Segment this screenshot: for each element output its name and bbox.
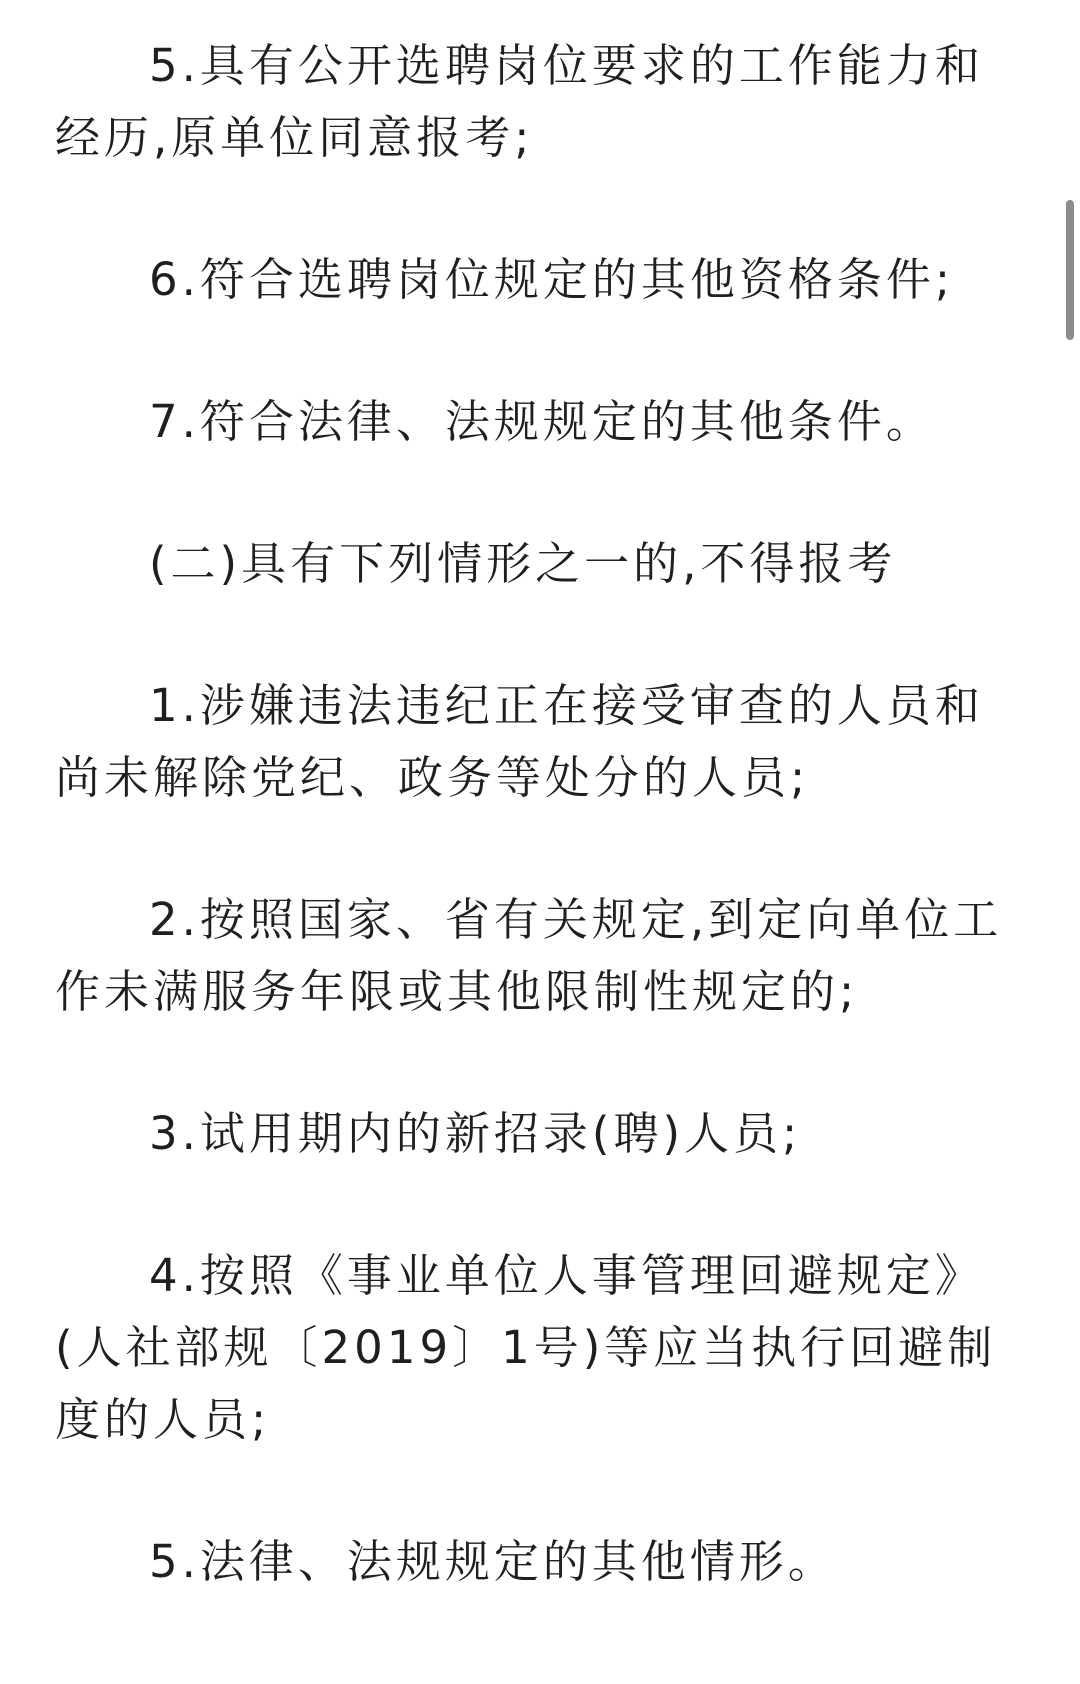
paragraph-disqualification-4: 4.按照《事业单位人事管理回避规定》(人社部规〔2019〕1号)等应当执行回避制度的人员;: [55, 1249, 997, 1446]
article-body: [55, 30, 1030, 1668]
paragraph-disqualification-2: 2.按照国家、省有关规定,到定向单位工作未满服务年限或其他限制性规定的;: [55, 893, 1003, 1018]
section-heading-disqualifications: (二)具有下列情形之一的,不得报考: [149, 537, 897, 590]
paragraph-disqualification-5: 5.法律、法规规定的其他情形。: [149, 1535, 837, 1588]
paragraph-disqualification-1: 1.涉嫌违法违纪正在接受审查的人员和尚未解除党纪、政务等处分的人员;: [55, 679, 984, 804]
paragraph-disqualification-3: 3.试用期内的新招录(聘)人员;: [149, 1107, 802, 1160]
vertical-scrollbar[interactable]: [1066, 200, 1074, 340]
paragraph-requirement-6: 6.符合选聘岗位规定的其他资格条件;: [149, 253, 955, 306]
paragraph-requirement-5: 5.具有公开选聘岗位要求的工作能力和经历,原单位同意报考;: [55, 39, 984, 164]
paragraph-requirement-7: 7.符合法律、法规规定的其他条件。: [149, 395, 935, 448]
